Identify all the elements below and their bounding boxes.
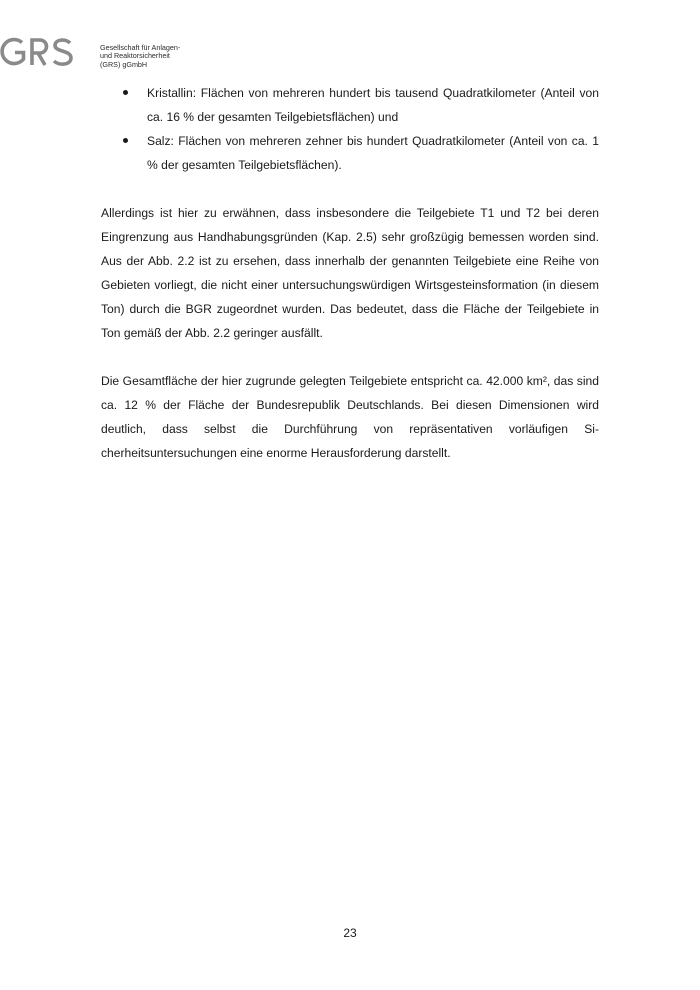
company-line-2: und Reaktorsicherheit (100, 51, 170, 61)
main-content (101, 81, 599, 465)
bullet-list (101, 81, 599, 177)
bullet-icon (123, 90, 128, 95)
company-line-1: Gesellschaft für Anlagen- (100, 43, 181, 52)
grs-logo (0, 34, 76, 70)
bullet-icon (123, 138, 128, 143)
paragraph: Die Gesamtfläche der hier zugrunde gelegten Teilgebiete entspricht ca. 42.000 km², das sind ca. 12 % der Fläche der Bundesrepublik Deutschlands. Bei diesen Dimensionen wird deutlich, dass selbst die Durchführung von repräsentativen vorläufigen Sicherheitsuntersuchungen eine enorme Herausforderung darstellt. (101, 374, 599, 460)
list-item-text: Kristallin: Flächen von mehreren hundert bis tausend Quadratkilometer (Anteil von ca. 16 % der gesamten Teilgebietsflächen) und (147, 86, 599, 124)
page-number: 23 (343, 926, 357, 940)
list-item (101, 129, 599, 177)
list-item (101, 81, 599, 129)
company-line-3: (GRS) gGmbH (100, 59, 148, 69)
list-item-text: Salz: Flächen von mehreren zehner bis hundert Quadratkilometer (Anteil von ca. 1 % der gesamten Teilgebietsflächen). (147, 134, 599, 172)
company-name (100, 44, 220, 69)
paragraph: Allerdings ist hier zu erwähnen, dass insbesondere die Teilgebiete T1 und T2 bei deren Eingrenzung aus Handhabungsgründen (Kap. 2.5) sehr großzügig bemessen worden sind. Aus der Abb. 2.2 ist zu ersehen, dass innerhalb der genannten Teilgebiete eine Reihe von Gebieten vorliegt, die nicht einer untersuchungswürdigen Wirtsgesteinsformation (in diesem Ton) durch die BGR zugeordnet wurden. Das bedeutet, dass die Fläche der Teilgebiete in Ton gemäß der Abb. 2.2 geringer ausfällt. (101, 206, 599, 340)
